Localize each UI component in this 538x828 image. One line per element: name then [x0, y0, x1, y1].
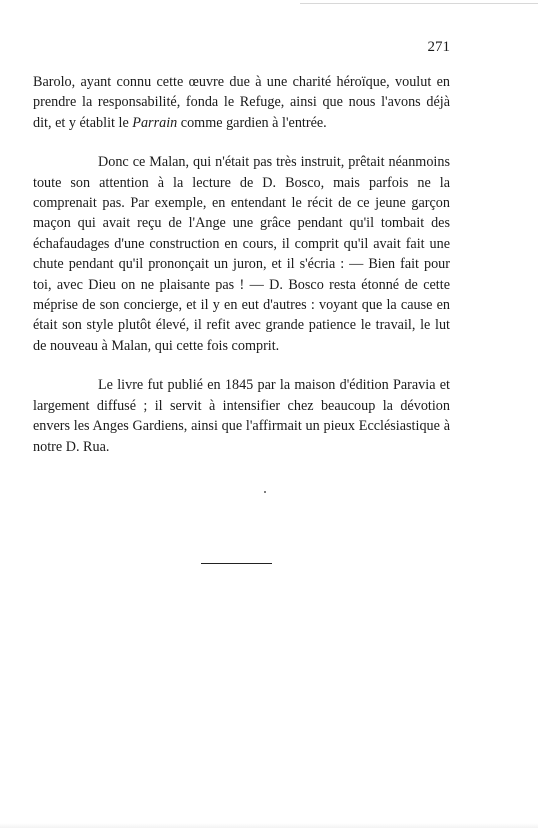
scan-bottom-edge [0, 823, 538, 828]
paragraph-1-text: Barolo, ayant connu cette œuvre due à une charité héroïque, voulut en prendre la responsabilité, fonda le Refuge, ainsi que nous l'avons déjà dit, et y établit le [33, 74, 450, 131]
ink-speck [264, 491, 266, 493]
paragraph-1-italic-term: Parrain [132, 114, 178, 131]
paragraph-1-text-end: comme gardien à l'entrée. [177, 114, 327, 131]
page-number: 271 [427, 39, 450, 55]
page-body [33, 72, 450, 457]
paragraph-2: Donc ce Malan, qui n'était pas très instruit, prêtait néanmoins toute son attention à la lecture de D. Bosco, mais parfois ne la comprenait pas. Par exemple, en entendant le récit de ce jeune garçon maçon qui avait reçu de l'Ange une grâce pendant qu'il tombait des échafaudages d'une construction en cours, il comprit qu'il avait fait une chute pendant qu'il prononçait un juron, et il s'écria : — Bien fait pour toi, avec Dieu on ne plaisante pas ! — D. Bosco resta étonné de cette méprise de son concierge, et il y en eut d'autres : voyant que la cause en était son style plutôt élevé, il refit avec grande patience le travail, le lut de nouveau à Malan, qui cette fois comprit. [33, 154, 450, 354]
paragraph-3: Le livre fut publié en 1845 par la maison d'édition Paravia et largement diffusé ; il servit à intensifier chez beaucoup la dévotion envers les Anges Gardiens, ainsi que l'affirmait un pieux Ecclésiastique à notre D. Rua. [33, 377, 450, 455]
section-end-rule [201, 563, 272, 564]
scan-edge-line [300, 3, 538, 4]
paragraph-1 [33, 72, 450, 133]
